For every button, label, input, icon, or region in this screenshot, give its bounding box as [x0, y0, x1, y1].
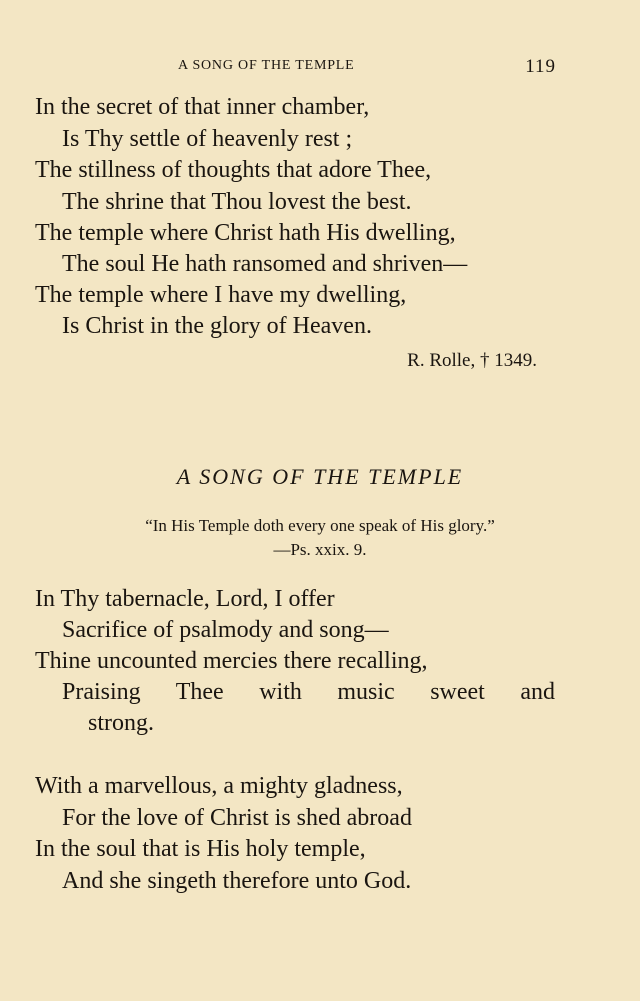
poem-line: In the secret of that inner chamber,: [35, 94, 370, 120]
page-number: 119: [525, 56, 556, 77]
poem-line: Is Thy settle of heavenly rest ;: [62, 126, 353, 152]
poem-line: And she singeth therefore unto God.: [62, 868, 412, 894]
poem-line: With a marvellous, a mighty gladness,: [35, 773, 403, 799]
poem-line: Praising Thee with music sweet and: [62, 679, 555, 705]
poem-line: The soul He hath ransomed and shriven—: [62, 251, 468, 277]
poem-line: Is Christ in the glory of Heaven.: [62, 313, 372, 339]
poem-line: In the soul that is His holy temple,: [35, 836, 366, 862]
poem-line: Thine uncounted mercies there recalling,: [35, 648, 428, 674]
section-title: A SONG OF THE TEMPLE: [176, 464, 464, 489]
poem-line: The temple where Christ hath His dwelling,: [35, 220, 456, 246]
epigraph: “In His Temple doth every one speak of His glory.”: [145, 516, 495, 535]
attribution: R. Rolle, † 1349.: [407, 350, 537, 371]
poem-line: In Thy tabernacle, Lord, I offer: [35, 586, 335, 612]
poem-line: For the love of Christ is shed abroad: [62, 805, 412, 831]
running-title: A SONG OF THE TEMPLE: [178, 58, 355, 73]
poem-line: Sacrifice of psalmody and song—: [62, 617, 389, 643]
epigraph-source: —Ps. xxix. 9.: [273, 540, 367, 559]
poem-line: The temple where I have my dwelling,: [35, 282, 407, 308]
running-head: [0, 58, 640, 78]
poem-line: The stillness of thoughts that adore Thee,: [35, 157, 432, 183]
poem-line: strong.: [88, 710, 154, 736]
poem-line: The shrine that Thou lovest the best.: [62, 189, 412, 215]
